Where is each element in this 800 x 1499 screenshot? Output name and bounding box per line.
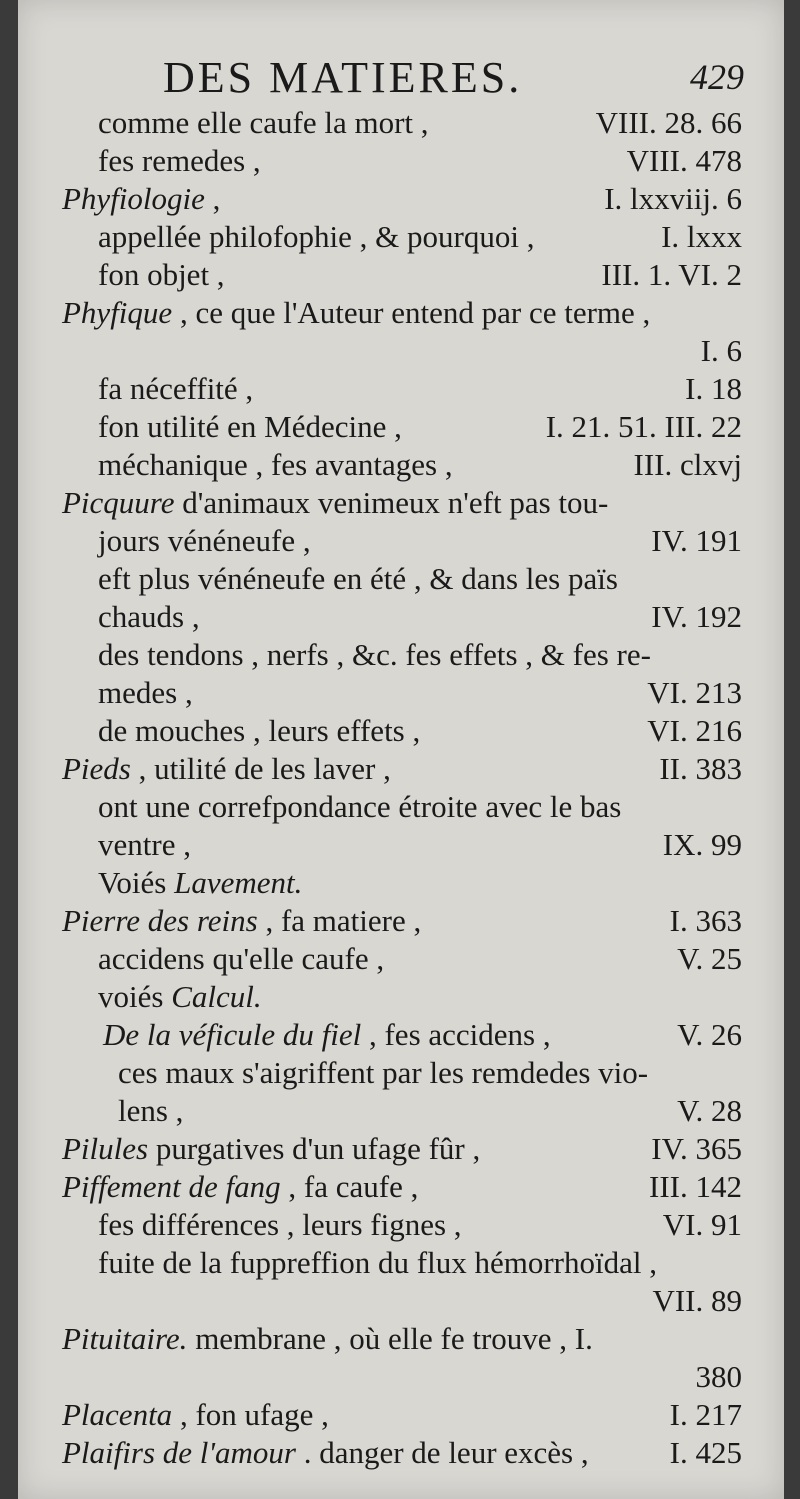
running-header xyxy=(18,52,784,102)
index-entry xyxy=(18,1320,784,1358)
entry-text xyxy=(98,712,420,750)
index-entry xyxy=(18,1282,784,1320)
entry-text xyxy=(98,826,191,864)
entry-reference: I. 425 xyxy=(669,1435,742,1470)
entry-text xyxy=(98,598,200,636)
index-entry xyxy=(18,370,784,408)
entry-reference: I. 363 xyxy=(669,903,742,938)
page-number: 429 xyxy=(690,57,744,97)
entry-description: ont une correfpondance étroite avec le bas xyxy=(98,789,622,824)
entry-description: , fa matiere , xyxy=(257,903,422,938)
entry-description: méchanique , fes avantages , xyxy=(98,447,453,482)
entry-reference: 380 xyxy=(695,1359,742,1394)
entry-headword: Pituitaire. xyxy=(62,1321,188,1356)
entry-text xyxy=(62,1130,480,1168)
entry-text xyxy=(98,560,618,598)
entry-text xyxy=(118,1054,648,1092)
entry-headword: Plaifirs de l'amour xyxy=(62,1435,296,1470)
entry-text xyxy=(98,104,429,142)
index-entry xyxy=(18,674,784,712)
entry-headword: Phyfiologie xyxy=(62,181,205,216)
entry-description: d'animaux venimeux n'eft pas tou- xyxy=(174,485,609,520)
entry-text xyxy=(98,370,253,408)
entry-description: membrane , où elle fe trouve , I. xyxy=(187,1321,593,1356)
entry-description: , xyxy=(204,181,221,216)
entry-text xyxy=(98,256,225,294)
entry-reference: I. 217 xyxy=(669,1397,742,1432)
page-title: DES MATIERES. xyxy=(163,53,523,102)
entry-reference: VI. 91 xyxy=(662,1207,742,1242)
entry-text xyxy=(62,1168,418,1206)
entry-headword: Pilules xyxy=(62,1131,149,1166)
entry-reference: I. 18 xyxy=(685,371,742,406)
entry-text xyxy=(98,636,651,674)
entry-text xyxy=(98,864,302,902)
entry-description: chauds , xyxy=(98,599,200,634)
index-entry xyxy=(18,940,784,978)
entry-description: fes différences , leurs fignes , xyxy=(98,1207,462,1242)
entry-description: ventre , xyxy=(98,827,191,862)
index-entry xyxy=(18,446,784,484)
index-entry xyxy=(18,1130,784,1168)
index-entry xyxy=(18,636,784,674)
index-entries xyxy=(18,104,784,1472)
entry-headword: De la véficule du fiel xyxy=(103,1017,362,1052)
entry-text xyxy=(98,218,534,256)
index-entry xyxy=(18,142,784,180)
entry-reference: III. 142 xyxy=(649,1169,742,1204)
entry-headword: Pierre des reins xyxy=(62,903,258,938)
index-entry xyxy=(18,332,784,370)
entry-reference: I. lxxviij. 6 xyxy=(604,181,742,216)
entry-description: , fon ufage , xyxy=(172,1397,329,1432)
entry-text xyxy=(62,1320,593,1358)
index-entry xyxy=(18,522,784,560)
entry-text xyxy=(98,1206,462,1244)
entry-text xyxy=(62,484,608,522)
entry-text xyxy=(118,1092,183,1130)
index-entry xyxy=(18,712,784,750)
index-entry xyxy=(18,598,784,636)
entry-description: de mouches , leurs effets , xyxy=(98,713,421,748)
index-entry xyxy=(18,1358,784,1396)
cross-reference: Calcul. xyxy=(171,979,262,1014)
index-entry xyxy=(18,104,784,142)
index-entry xyxy=(18,560,784,598)
entry-text xyxy=(98,446,453,484)
entry-reference: V. 28 xyxy=(677,1093,742,1128)
index-entry xyxy=(18,1054,784,1092)
entry-reference: III. clxvj xyxy=(633,447,742,482)
entry-description: ces maux s'aigriffent par les remdedes vio- xyxy=(118,1055,649,1090)
entry-text xyxy=(62,750,391,788)
index-entry xyxy=(18,978,784,1016)
entry-description: fon objet , xyxy=(98,257,225,292)
entry-headword: Pieds xyxy=(62,751,131,786)
entry-headword: Phyfique xyxy=(62,295,173,330)
entry-reference: IX. 99 xyxy=(662,827,742,862)
entry-reference: III. 1. VI. 2 xyxy=(601,257,742,292)
entry-reference: VI. 216 xyxy=(647,713,742,748)
entry-headword: Placenta xyxy=(62,1397,173,1432)
entry-description: , fa caufe , xyxy=(280,1169,419,1204)
entry-description: Voiés xyxy=(98,865,175,900)
index-entry xyxy=(18,256,784,294)
entry-description: eft plus vénéneufe en été , & dans les païs xyxy=(98,561,618,596)
index-entry xyxy=(18,788,784,826)
entry-reference: IV. 365 xyxy=(651,1131,742,1166)
index-entry xyxy=(18,218,784,256)
index-entry xyxy=(18,1434,784,1472)
entry-description: purgatives d'un ufage fûr , xyxy=(148,1131,481,1166)
index-entry xyxy=(18,864,784,902)
entry-description: . danger de leur excès , xyxy=(295,1435,589,1470)
index-entry xyxy=(18,826,784,864)
entry-text xyxy=(98,142,261,180)
entry-text xyxy=(98,674,193,712)
entry-description: , fes accidens , xyxy=(361,1017,551,1052)
entry-description: appellée philofophie , & pourquoi , xyxy=(98,219,535,254)
entry-description: medes , xyxy=(98,675,193,710)
index-entry xyxy=(18,408,784,446)
entry-description: lens , xyxy=(118,1093,184,1128)
entry-text xyxy=(98,1244,657,1282)
entry-reference: I. 21. 51. III. 22 xyxy=(545,409,742,444)
entry-description: accidens qu'elle caufe , xyxy=(98,941,385,976)
entry-text xyxy=(98,522,311,560)
entry-description: jours vénéneufe , xyxy=(98,523,311,558)
entry-description: comme elle caufe la mort , xyxy=(98,105,429,140)
entry-description: fa néceffité , xyxy=(98,371,254,406)
entry-headword: Picquure xyxy=(62,485,175,520)
entry-text xyxy=(62,294,650,332)
entry-description: des tendons , nerfs , &c. fes effets , & fes re- xyxy=(98,637,651,672)
entry-text xyxy=(62,1396,329,1434)
entry-text xyxy=(98,978,262,1016)
index-entry xyxy=(18,294,784,332)
entry-description: fuite de la fuppreffion du flux hémorrhoïdal , xyxy=(98,1245,657,1280)
entry-reference: IV. 191 xyxy=(651,523,742,558)
entry-reference: II. 383 xyxy=(659,751,742,786)
book-page xyxy=(18,0,784,1499)
entry-text xyxy=(62,902,421,940)
entry-reference: VII. 89 xyxy=(652,1283,742,1318)
entry-text xyxy=(103,1016,551,1054)
entry-description: , ce que l'Auteur entend par ce terme , xyxy=(172,295,651,330)
index-entry xyxy=(18,1396,784,1434)
entry-reference: I. lxxx xyxy=(661,219,742,254)
entry-description: fon utilité en Médecine , xyxy=(98,409,402,444)
entry-text xyxy=(98,788,621,826)
index-entry xyxy=(18,1206,784,1244)
entry-description: voiés xyxy=(98,979,172,1014)
entry-text xyxy=(98,408,402,446)
entry-reference: VI. 213 xyxy=(647,675,742,710)
index-entry xyxy=(18,750,784,788)
index-entry xyxy=(18,1016,784,1054)
entry-reference: V. 26 xyxy=(677,1017,742,1052)
entry-reference: VIII. 478 xyxy=(626,143,742,178)
entry-reference: I. 6 xyxy=(700,333,742,368)
index-entry xyxy=(18,1092,784,1130)
entry-reference: IV. 192 xyxy=(651,599,742,634)
entry-text xyxy=(98,940,384,978)
entry-description: fes remedes , xyxy=(98,143,261,178)
entry-text xyxy=(62,1434,589,1472)
index-entry xyxy=(18,180,784,218)
entry-headword: Piffement de fang xyxy=(62,1169,281,1204)
index-entry xyxy=(18,1168,784,1206)
index-entry xyxy=(18,1244,784,1282)
index-entry xyxy=(18,902,784,940)
index-entry xyxy=(18,484,784,522)
cross-reference: Lavement. xyxy=(174,865,303,900)
entry-reference: VIII. 28. 66 xyxy=(595,105,742,140)
entry-text xyxy=(62,180,220,218)
entry-description: , utilité de les laver , xyxy=(130,751,391,786)
entry-reference: V. 25 xyxy=(677,941,742,976)
